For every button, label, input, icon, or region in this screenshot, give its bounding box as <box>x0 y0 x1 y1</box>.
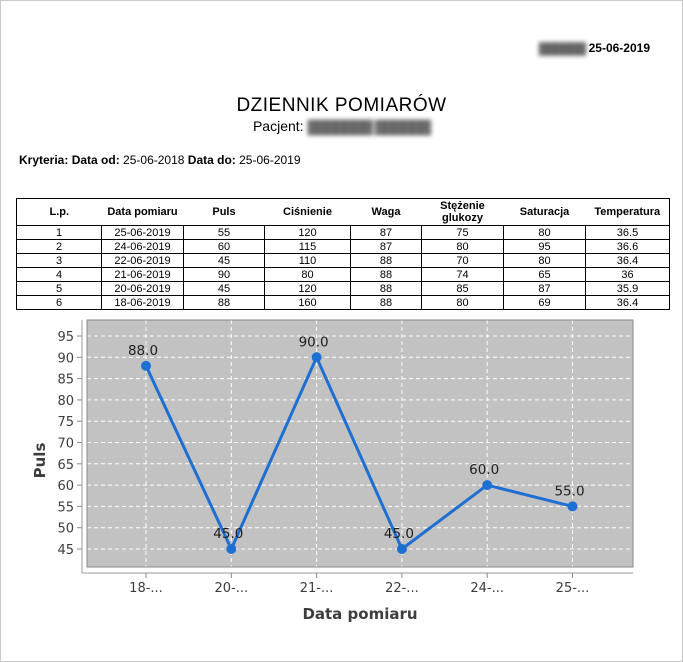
table-column-header: Temperatura <box>586 199 670 226</box>
y-tick-label: 80 <box>57 393 74 409</box>
table-column-header: Puls <box>184 199 265 226</box>
table-cell: 25-06-2019 <box>102 226 184 240</box>
data-point <box>312 352 322 362</box>
table-cell: 87 <box>351 226 422 240</box>
table-cell: 36 <box>586 268 670 282</box>
data-point-label: 60.0 <box>469 462 500 479</box>
table-cell: 87 <box>351 240 422 254</box>
data-point <box>397 544 407 554</box>
y-tick-label: 95 <box>57 330 74 345</box>
table-cell: 36.5 <box>586 226 670 240</box>
print-date-line <box>539 41 650 55</box>
criteria-label: Kryteria: <box>19 153 69 167</box>
date-to-label: Data do: <box>187 153 236 167</box>
y-tick-label: 50 <box>57 521 74 537</box>
patient-line <box>1 118 682 134</box>
x-tick-label: 22-... <box>385 581 419 596</box>
table-cell: 18-06-2019 <box>102 296 184 310</box>
table-cell: 120 <box>265 226 351 240</box>
table-cell: 65 <box>504 268 586 282</box>
page-title: DZIENNIK POMIARÓW <box>236 95 447 116</box>
table-row <box>17 226 670 240</box>
table-cell: 69 <box>504 296 586 310</box>
table-cell: 160 <box>265 296 351 310</box>
y-tick-label: 90 <box>57 351 74 367</box>
table-cell: 88 <box>351 268 422 282</box>
data-point-label: 88.0 <box>127 342 159 359</box>
pulse-chart-svg <box>1 301 683 656</box>
table-cell: 80 <box>422 296 504 310</box>
table-cell: 36.4 <box>586 296 670 310</box>
data-point-label: 90.0 <box>298 334 329 351</box>
table-row <box>17 254 670 268</box>
measurements-table <box>16 198 670 310</box>
table-cell: 80 <box>504 226 586 240</box>
date-from-value: 25-06-2018 <box>123 153 185 167</box>
x-tick-label: 18-... <box>129 581 163 596</box>
table-cell: 87 <box>504 282 586 296</box>
table-row <box>17 240 670 254</box>
data-point <box>568 501 578 511</box>
table-cell: 75 <box>422 226 504 240</box>
table-cell: 21-06-2019 <box>102 268 184 282</box>
print-date: 25-06-2019 <box>588 41 650 55</box>
table-cell: 4 <box>17 268 102 282</box>
y-tick-label: 65 <box>57 457 74 473</box>
table-cell: 80 <box>504 254 586 268</box>
table-column-header: L.p. <box>17 199 102 226</box>
table-body <box>17 226 670 310</box>
table-cell: 2 <box>17 240 102 254</box>
table-column-header: Ciśnienie <box>265 199 351 226</box>
pulse-line-chart <box>1 301 683 656</box>
table-column-header: Data pomiaru <box>102 199 184 226</box>
table-row <box>17 268 670 282</box>
y-tick-label: 60 <box>57 479 74 495</box>
table-header-row <box>17 199 670 226</box>
table-cell: 35.9 <box>586 282 670 296</box>
table-cell: 120 <box>265 282 351 296</box>
x-tick-label: 24-... <box>470 581 505 596</box>
y-tick-label: 55 <box>57 500 74 516</box>
table-cell: 55 <box>184 226 265 240</box>
table-cell: 45 <box>184 254 265 268</box>
x-tick-label: 25-... <box>555 581 590 596</box>
table-cell: 3 <box>17 254 102 268</box>
date-from-label: Data od: <box>71 153 120 167</box>
table-cell: 1 <box>17 226 102 240</box>
y-tick-label: 45 <box>57 543 74 558</box>
y-axis-title: Puls <box>31 442 49 479</box>
table-cell: 20-06-2019 <box>102 282 184 296</box>
data-point-label: 55.0 <box>554 483 585 500</box>
data-point <box>141 361 151 371</box>
x-tick-label: 20-... <box>214 581 249 596</box>
date-to-value: 25-06-2019 <box>239 153 301 167</box>
table-header <box>17 199 670 226</box>
table-cell: 5 <box>17 282 102 296</box>
table-cell: 36.6 <box>586 240 670 254</box>
table-cell: 22-06-2019 <box>102 254 184 268</box>
criteria-line <box>19 153 301 167</box>
y-tick-label: 85 <box>57 372 74 388</box>
table-column-header: Stężenie glukozy <box>422 199 504 226</box>
table-column-header: Saturacja <box>504 199 586 226</box>
table-row <box>17 282 670 296</box>
table-cell: 74 <box>422 268 504 282</box>
table-cell: 88 <box>351 296 422 310</box>
table-cell: 36.4 <box>586 254 670 268</box>
table-cell: 80 <box>265 268 351 282</box>
table-cell: 24-06-2019 <box>102 240 184 254</box>
patient-label: Pacjent: <box>252 118 304 134</box>
x-axis-title: Data pomiaru <box>302 605 418 623</box>
data-point-label: 45.0 <box>213 526 244 542</box>
table-column-header: Waga <box>351 199 422 226</box>
data-point <box>482 480 492 490</box>
table-cell: 88 <box>351 254 422 268</box>
table-cell: 85 <box>422 282 504 296</box>
data-point-label: 45.0 <box>383 526 414 542</box>
table-cell: 60 <box>184 240 265 254</box>
table-cell: 6 <box>17 296 102 310</box>
data-point <box>226 544 236 554</box>
table-cell: 88 <box>351 282 422 296</box>
table-cell: 80 <box>422 240 504 254</box>
table-cell: 115 <box>265 240 351 254</box>
y-tick-label: 75 <box>57 415 74 431</box>
table-cell: 88 <box>184 296 265 310</box>
table-cell: 110 <box>265 254 351 268</box>
table-cell: 45 <box>184 282 265 296</box>
redacted-print-label: ▓▓▓▓▓▓ <box>538 41 586 55</box>
y-tick-label: 70 <box>57 436 74 452</box>
table-cell: 90 <box>184 268 265 282</box>
redacted-patient-name: ▓▓▓▓▓▓▓ ▓▓▓▓▓▓ <box>307 118 431 134</box>
table-cell: 70 <box>422 254 504 268</box>
x-tick-label: 21-... <box>299 581 334 596</box>
table-cell: 95 <box>504 240 586 254</box>
